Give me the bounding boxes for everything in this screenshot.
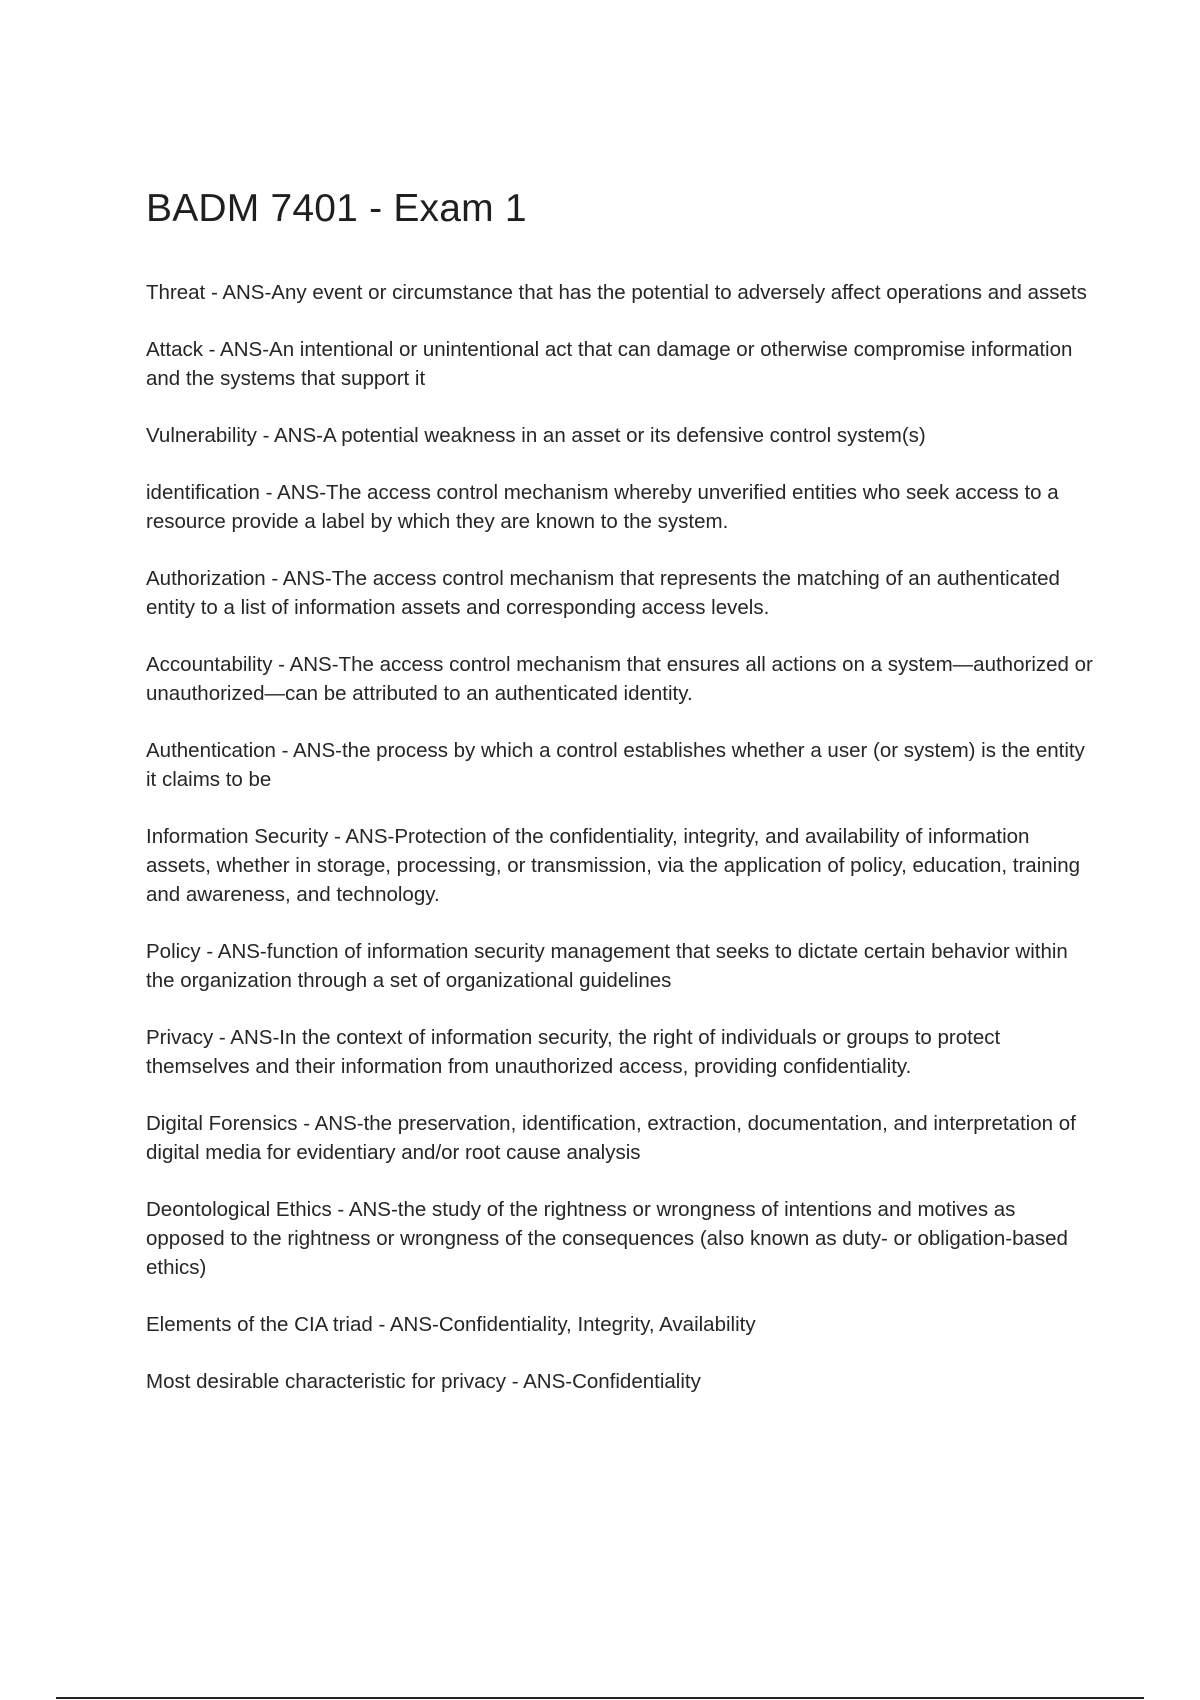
definition-entry: Elements of the CIA triad - ANS-Confidentiality, Integrity, Availability (146, 1313, 756, 1336)
definition-entry: Attack - ANS-An intentional or unintentional act that can damage or otherwise compromise information and the systems that support it (146, 338, 1073, 390)
definition-entry: Authorization - ANS-The access control mechanism that represents the matching of an authenticated entity to a list of information assets and corresponding access levels. (146, 567, 1060, 619)
definition-entry: Vulnerability - ANS-A potential weakness in an asset or its defensive control system(s) (146, 424, 926, 447)
definition-entry: Policy - ANS-function of information security management that seeks to dictate certain behavior within the organization through a set of organizational guidelines (146, 940, 1068, 992)
definition-entry: Digital Forensics - ANS-the preservation, identification, extraction, documentation, and interpretation of digital media for evidentiary and/or root cause analysis (146, 1112, 1076, 1164)
definition-entry: Information Security - ANS-Protection of the confidentiality, integrity, and availability of information assets, whether in storage, processing, or transmission, via the application of policy, education, training and awareness, and technology. (146, 825, 1081, 906)
definition-entry: Deontological Ethics - ANS-the study of the rightness or wrongness of intentions and motives as opposed to the rightness or wrongness of the consequences (also known as duty- or obligation-based ethics) (146, 1198, 1068, 1279)
definition-list (146, 278, 1096, 1424)
definition-entry: Accountability - ANS-The access control mechanism that ensures all actions on a system—authorized or unauthorized—can be attributed to an authenticated identity. (146, 653, 1093, 705)
definition-entry: identification - ANS-The access control mechanism whereby unverified entities who seek access to a resource provide a label by which they are known to the system. (146, 481, 1059, 533)
footer-divider (56, 1697, 1144, 1699)
definition-entry: Privacy - ANS-In the context of information security, the right of individuals or groups to protect themselves and their information from unauthorized access, providing confidentiality. (146, 1026, 1001, 1078)
definition-entry: Authentication - ANS-the process by which a control establishes whether a user (or system) is the entity it claims to be (146, 739, 1085, 791)
definition-entry: Threat - ANS-Any event or circumstance that has the potential to adversely affect operations and assets (146, 281, 1087, 304)
document-title: BADM 7401 - Exam 1 (146, 187, 527, 230)
definition-entry: Most desirable characteristic for privacy - ANS-Confidentiality (146, 1370, 701, 1393)
